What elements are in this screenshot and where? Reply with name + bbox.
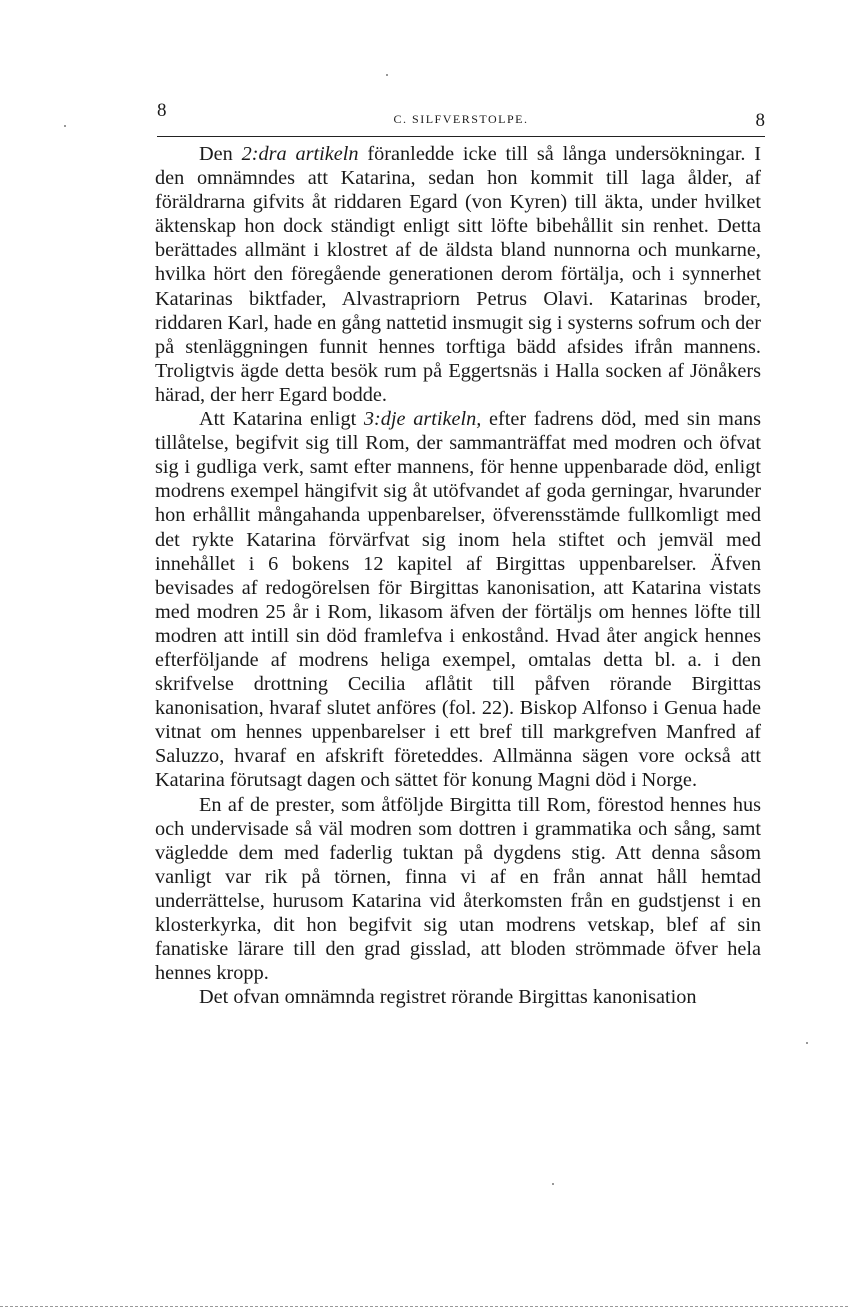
paragraph [155,142,761,407]
header-rule [157,136,765,137]
paper-speck [806,1042,808,1044]
page-header [157,100,765,132]
paragraph [155,985,761,1009]
body-text [155,142,761,1009]
paragraph-text: Det ofvan omnämnda registret rörande Birgittas kanonisation [199,986,697,1009]
paragraph-text: efter fadrens död, med sin mans tillåtelse, begifvit sig till Rom, der sammanträffat med modren och öfvat sig i gudliga verk, samt efter mannens, för henne uppenbarade död, enligt modrens exempel hängifvit sig åt utöfvandet af goda gerningar, hvarunder hon erhållit mångahanda uppenbarelser, öfverensstämde fullkomligt med det rykte Katarina förvärfvat sig inom hela stiftet och jemväl med innehållet i 6 bokens 12 kapitel af Birgittas uppenbarelser. Äfven bevisades af redogörelsen för Birgittas kanonisation, att Katarina vistats med modren 25 år i Rom, likasom äfven der förtäljs om hennes löfte till modren att intill sin död framlefva i enkostånd. Hvad åter angick hennes efterföljande af modrens heliga exempel, omtalas detta bl. a. i den skrifvelse drottning Cecilia aflåtit till påfven rörande Birgittas kanonisation, hvaraf slutet anföres (fol. 22). Biskop Alfonso i Genua hade vitnat om hennes uppenbarelser i ett bref till markgrefven Manfred af Saluzzo, hvaraf en afskrift företeddes. Allmänna sägen vore också att Katarina förutsagt dagen och sättet för konung Magni död i Norge. [155,408,761,792]
paragraph-text: Den [199,143,242,165]
paper-speck [64,125,66,127]
paper-speck [552,1183,554,1185]
running-head: C. SILFVERSTOLPE. [393,112,529,126]
page-bottom-edge [0,1306,848,1307]
page-number-right: 8 [755,110,765,131]
paragraph-emphasis: 3:dje artikeln, [363,408,482,431]
paragraph-text: Att Katarina enligt [199,408,364,431]
paragraph [155,793,761,986]
paragraph [155,407,761,793]
paper-speck [386,74,388,76]
page-number-left: 8 [157,100,167,121]
paragraph-text: föranledde icke till så långa undersökningar. I den omnämndes att Katarina, sedan hon kommit till laga ålder, af föräldrarna gifvits åt riddaren Egard (von Kyren) till äkta, under hvilket äktenskap hon dock ständigt enligt sitt löfte bibehållit sin renhet. Detta berättades allmänt i klostret af de äldsta bland nunnorna och munkarne, hvilka hört den föregående generationen derom förtälja, och i synnerhet Katarinas biktfader, Alvastrapriorn Petrus Olavi. Katarinas broder, riddaren Karl, hade en gång nattetid insmugit sig i systerns sofrum och der på stenläggningen funnit hennes torftiga bädd afsides ifrån mannens. Troligtvis ägde detta besök rum på Eggertsnäs i Halla socken af Jönåkers härad, der herr Egard bodde. [155,143,761,406]
paragraph-text: En af de prester, som åtföljde Birgitta till Rom, förestod hennes hus och undervisade så väl modren som dottren i grammatika och sång, samt vägledde dem med faderlig tuktan på dygdens stig. Att denna såsom vanligt var rik på törnen, finna vi af en från annat håll hemtad underrättelse, hurusom Katarina vid återkomsten från en gudstjenst i en klosterkyrka, dit hon begifvit sig utan modrens vetskap, blef af sin fanatiske lärare till den grad gisslad, att bloden strömmade öfver hela hennes kropp. [155,793,761,985]
paragraph-emphasis: 2:dra artikeln [241,143,359,165]
